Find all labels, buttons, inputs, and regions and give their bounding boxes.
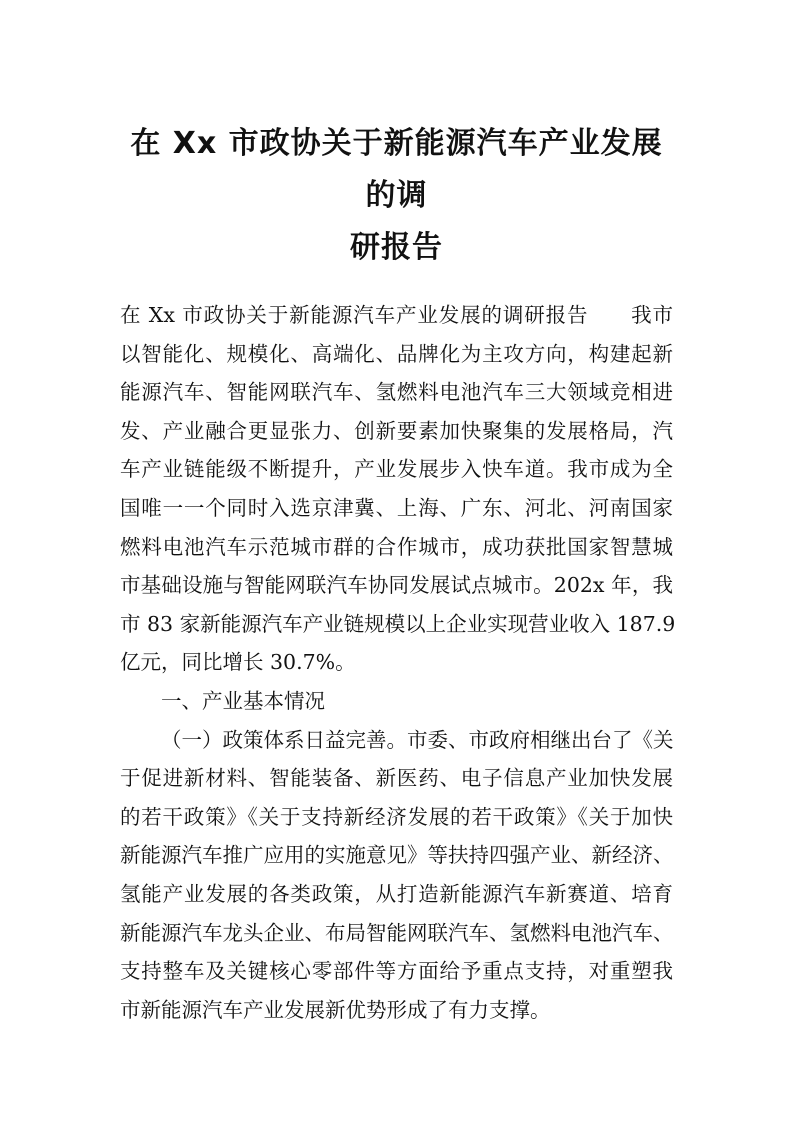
- text-line: 市 83 家新能源汽车产业链规模以上企业实现营业收入 187.9: [120, 611, 676, 636]
- section-paragraph: [120, 721, 673, 1030]
- text-line: 在 Xx 市政协关于新能源汽车产业发展的调研报告 我市: [120, 303, 673, 327]
- text-line: 车产业链能级不断提升，产业发展步入快车道。我市成为全: [120, 457, 673, 482]
- text-line: 氢能产业发展的各类政策，从打造新能源汽车新赛道、培育: [120, 881, 673, 906]
- section-heading: 一、产业基本情况: [161, 688, 325, 713]
- text-line: 能源汽车、智能网联汽车、氢燃料电池汽车三大领域竞相进: [120, 380, 673, 405]
- text-line: 的若干政策》《关于支持新经济发展的若干政策》《关于加快: [120, 804, 673, 829]
- text-line: 于促进新材料、智能装备、新医药、电子信息产业加快发展: [120, 766, 673, 791]
- text-line: 新能源汽车龙头企业、布局智能网联汽车、氢燃料电池汽车、: [120, 920, 674, 945]
- document-title: [120, 118, 673, 274]
- text-line: 发、产业融合更显张力、创新要素加快聚集的发展格局，汽: [120, 418, 673, 443]
- text-line: 燃料电池汽车示范城市群的合作城市，成功获批国家智慧城: [120, 534, 673, 559]
- text-line: （一）政策体系日益完善。市委、市政府相继出台了《关: [161, 727, 674, 752]
- title-line: 在 Xx 市政协关于新能源汽车产业发展的调: [130, 126, 663, 213]
- text-line: 市新能源汽车产业发展新优势形成了有力支撑。: [120, 997, 551, 1022]
- text-line: 新能源汽车推广应用的实施意见》等扶持四强产业、新经济、: [120, 843, 674, 868]
- text-line: 亿元，同比增长 30.7%。: [120, 650, 356, 675]
- text-line: 支持整车及关键核心零部件等方面给予重点支持，对重塑我: [120, 959, 673, 984]
- text-line: 市基础设施与智能网联汽车协同发展试点城市。202x 年，我: [120, 573, 673, 598]
- text-line: 国唯一一个同时入选京津冀、上海、广东、河北、河南国家: [120, 495, 673, 520]
- title-line: 研报告: [350, 230, 443, 265]
- text-line: 以智能化、规模化、高端化、品牌化为主攻方向，构建起新: [120, 341, 673, 366]
- intro-paragraph: [120, 296, 676, 682]
